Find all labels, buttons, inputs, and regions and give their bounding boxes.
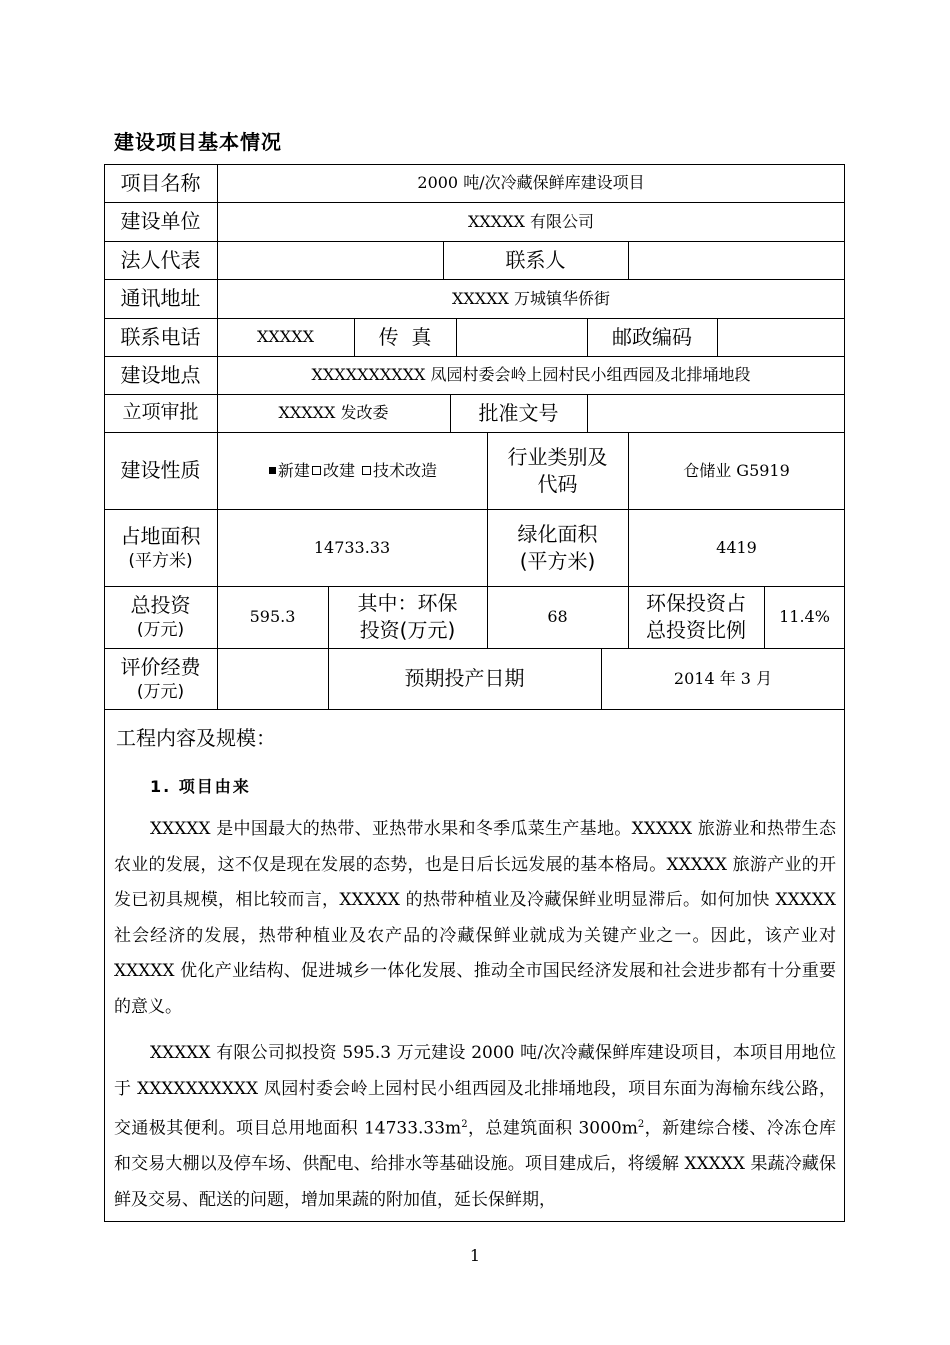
page-title: 建设项目基本情况 — [114, 130, 282, 154]
area-label-line1: 占地面积 — [120, 523, 201, 548]
env-ratio-label — [628, 586, 764, 648]
para2-part1: XXXXX 有限公司拟投资 595.3 万元建设 2000 吨/次冷藏保鲜库建设项目，本项目用地位于 XXXXXXXXXX 凤园村委会岭上园村民小组西园及北排埇地段，项目东面为海榆东线公路，交通极其便利。项目总用地面积 14733.33m — [114, 1043, 836, 1139]
legal-rep-value — [217, 241, 443, 279]
production-date-label: 预期投产日期 — [404, 666, 525, 690]
para2-part2: ，总建筑面积 3000m — [467, 1118, 638, 1139]
paragraph-project — [114, 1036, 836, 1218]
env-ratio-value: 11.4% — [779, 607, 830, 627]
industry-value: 仓储业 G5919 — [683, 460, 790, 480]
option-rebuild-label: 改建 — [322, 460, 355, 480]
paragraph-origin: XXXXX 是中国最大的热带、亚热带水果和冬季瓜菜生产基地。XXXXX 旅游业和热带生态农业的发展，这不仅是现在发展的态势，也是日后长远发展的基本格局。XXXXX 旅游产业的开发已初具规模，相比较而言，XXXXX 的热带种植业及冷藏保鲜业明显滞后。如何加快 XXXXX 社会经济的发展，热带种植业及农产品的冷藏保鲜业就成为关键产业之一。因此，该产业对 XXXXX 优化产业结构、促进城乡一体化发展、推动全市国民经济发展和社会进步都有十分重要的意义。 — [114, 819, 836, 1017]
phone-label: 联系电话 — [120, 324, 201, 349]
env-investment-value: 68 — [547, 607, 568, 627]
postcode-value — [717, 318, 845, 356]
area-value: 14733.33 — [313, 537, 391, 557]
address-value: XXXXX 万城镇华侨街 — [451, 288, 611, 308]
production-date-value: 2014 年 3 月 — [673, 668, 773, 688]
row-divider — [104, 709, 845, 710]
superscript: 2 — [637, 1119, 645, 1130]
builder-value: XXXXX 有限公司 — [467, 211, 595, 231]
para2-part3: ，新建综合楼、冷冻仓库和交易大棚以及停车场、供配电、给排水等基础设施。项目建成后，将缓解 XXXXX 果蔬冷藏保鲜及交易、配送的问题，增加果蔬的附加值，延长保鲜期， — [114, 1118, 837, 1210]
contact-label: 联系人 — [505, 247, 566, 272]
ratio-label-line1: 环保投资占 — [646, 591, 746, 615]
phone-value: XXXXX — [257, 327, 314, 347]
project-name-value: 2000 吨/次冷藏保鲜库建设项目 — [417, 173, 645, 193]
green-label-line2: (平方米) — [519, 548, 596, 573]
industry-label-line1: 行业类别及 — [507, 444, 608, 469]
subsection-title: 1. 项目由来 — [150, 777, 251, 796]
area-label — [104, 509, 217, 586]
nature-options — [217, 432, 487, 509]
green-label-line1: 绿化面积 — [517, 521, 598, 546]
checkbox-rebuild — [312, 466, 321, 475]
superscript: 2 — [461, 1119, 468, 1130]
postcode-label: 邮政编码 — [612, 324, 692, 349]
approval-doc-label: 批准文号 — [478, 400, 559, 425]
investment-label — [104, 586, 217, 648]
legal-rep-label: 法人代表 — [120, 247, 201, 272]
industry-label — [487, 432, 628, 509]
nature-label: 建设性质 — [120, 458, 201, 482]
investment-label-line2: (万元) — [136, 620, 185, 641]
section-title: 工程内容及规模： — [116, 726, 276, 750]
option-new-label: 新建 — [277, 460, 310, 480]
contact-value — [628, 241, 845, 279]
env-label-line1: 其中：环保 — [357, 591, 458, 615]
eval-fee-label — [104, 648, 217, 709]
fax-value — [456, 318, 587, 356]
checkbox-tech — [362, 466, 371, 475]
option-tech-label: 技术改造 — [373, 460, 438, 480]
investment-value: 595.3 — [249, 607, 296, 627]
industry-label-line2: 代码 — [537, 471, 578, 496]
investment-label-line1: 总投资 — [130, 593, 191, 618]
address-label: 通讯地址 — [120, 286, 201, 310]
approval-value: XXXXX 发改委 — [278, 403, 389, 423]
fax-label: 传 真 — [378, 324, 432, 349]
env-investment-label — [328, 586, 487, 648]
area-label-line2: (平方米) — [128, 550, 193, 571]
approval-doc-value — [587, 394, 845, 432]
green-area-label — [487, 509, 628, 586]
eval-label-line2: (万元) — [136, 681, 185, 702]
checkbox-new — [269, 467, 276, 474]
ratio-label-line2: 总投资比例 — [646, 618, 746, 642]
env-label-line2: 投资(万元) — [359, 618, 456, 642]
approval-label: 立项审批 — [122, 401, 199, 424]
site-value: XXXXXXXXXX 凤园村委会岭上园村民小组西园及北排埇地段 — [311, 365, 751, 385]
site-label: 建设地点 — [120, 362, 201, 387]
builder-label: 建设单位 — [120, 209, 201, 233]
project-name-label: 项目名称 — [120, 170, 201, 195]
eval-fee-value — [217, 648, 328, 709]
eval-label-line1: 评价经费 — [120, 654, 201, 679]
page-number: 1 — [469, 1246, 481, 1265]
green-area-value: 4419 — [716, 537, 757, 557]
